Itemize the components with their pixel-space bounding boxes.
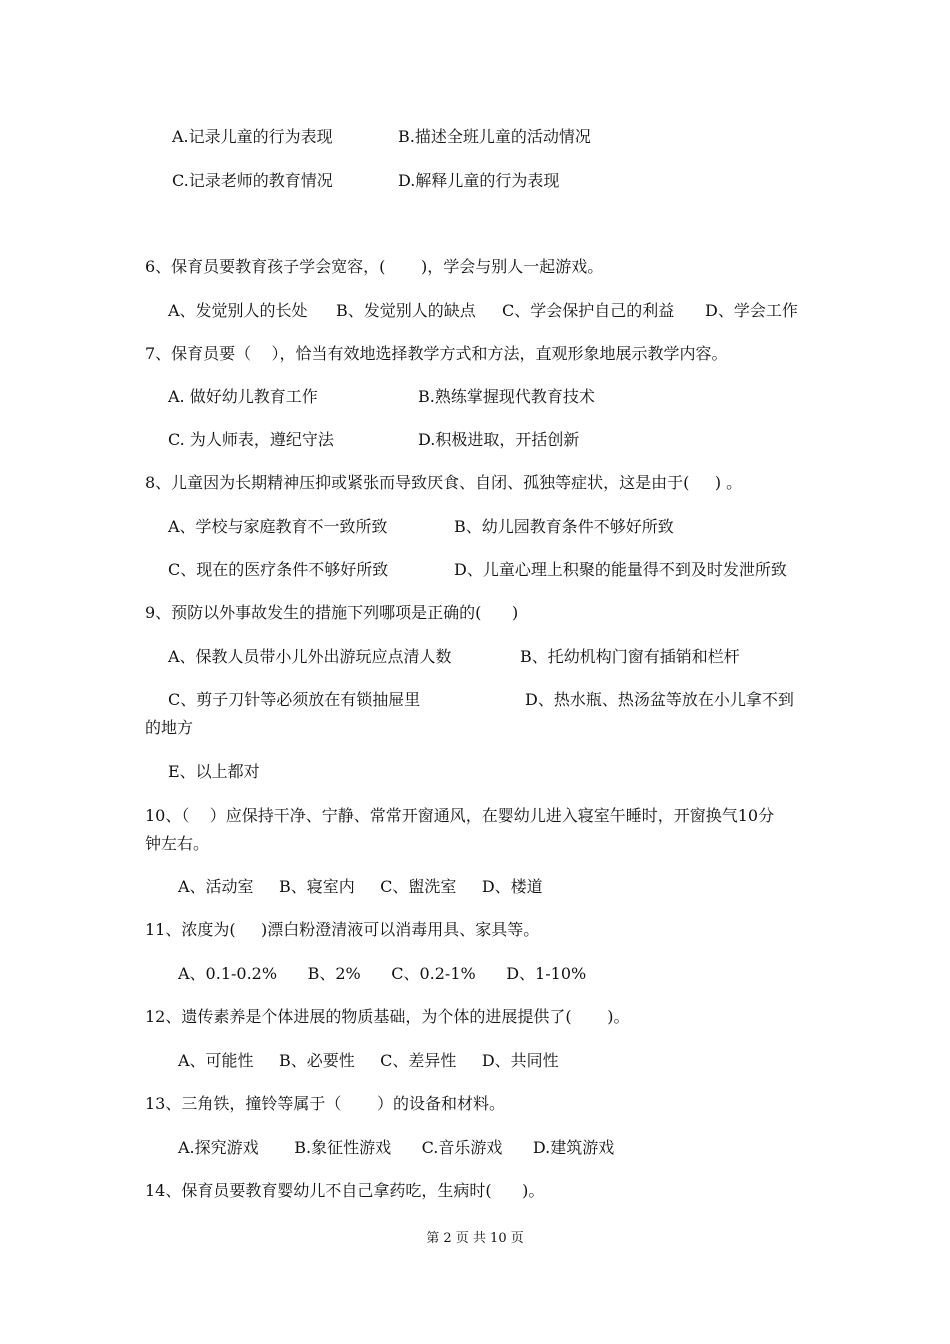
q9-option-e: E、以上都对 (168, 762, 260, 781)
q5-option-d: D.解释儿童的行为表现 (398, 171, 560, 190)
q6-option-b: B、发觉别人的缺点 (336, 301, 476, 320)
q10-stem-continued: 钟左右。 (145, 834, 210, 853)
q7-option-c: C. 为人师表，遵纪守法 (168, 430, 334, 449)
q8-stem: 8、儿童因为长期精神压抑或紧张而导致厌食、自闭、孤独等症状，这是由于( ) 。 (145, 473, 743, 492)
q6-stem: 6、保育员要教育孩子学会宽容，( )，学会与别人一起游戏。 (145, 257, 604, 276)
q8-option-c: C、现在的医疗条件不够好所致 (168, 560, 389, 579)
q7-stem: 7、保育员要（ ），恰当有效地选择教学方式和方法，直观形象地展示教学内容。 (145, 344, 728, 363)
page-number: 第 2 页 共 10 页 (426, 1231, 524, 1246)
q5-option-a: A.记录儿童的行为表现 (172, 127, 333, 146)
q8-option-b: B、幼儿园教育条件不够好所致 (454, 517, 674, 536)
q12-stem: 12、遗传素养是个体进展的物质基础，为个体的进展提供了( )。 (145, 1007, 630, 1026)
q5-option-c: C.记录老师的教育情况 (172, 171, 333, 190)
q11-options: A、0.1-0.2% B、2% C、0.2-1% D、1-10% (178, 964, 587, 983)
q8-option-a: A、学校与家庭教育不一致所致 (168, 517, 388, 536)
q9-option-c: C、剪子刀针等必须放在有锁抽屉里 (168, 690, 421, 709)
q10-stem: 10、（ ）应保持干净、宁静、常常开窗通风，在婴幼儿进入寝室午睡时，开窗换气10分 (145, 806, 775, 825)
q13-options: A.探究游戏 B.象征性游戏 C.音乐游戏 D.建筑游戏 (178, 1138, 615, 1157)
q6-option-a: A、发觉别人的长处 (168, 301, 308, 320)
q9-option-d-continued: 的地方 (145, 718, 194, 737)
q12-options: A、可能性 B、必要性 C、差异性 D、共同性 (178, 1051, 559, 1070)
q9-stem: 9、预防以外事故发生的措施下列哪项是正确的( ) (145, 603, 519, 622)
q7-option-b: B.熟练掌握现代教育技术 (418, 387, 595, 406)
q9-option-d: D、热水瓶、热汤盆等放在小儿拿不到 (525, 690, 794, 709)
q10-options: A、活动室 B、寝室内 C、盥洗室 D、楼道 (178, 877, 543, 896)
q7-option-a: A. 做好幼儿教育工作 (168, 387, 318, 406)
q9-option-a: A、保教人员带小儿外出游玩应点清人数 (168, 647, 452, 666)
q7-option-d: D.积极进取，开括创新 (418, 430, 580, 449)
q6-option-d: D、学会工作 (705, 301, 798, 320)
q9-option-b: B、托幼机构门窗有插销和栏杆 (520, 647, 740, 666)
q14-stem: 14、保育员要教育婴幼儿不自己拿药吃，生病时( )。 (145, 1181, 545, 1200)
q11-stem: 11、浓度为( )漂白粉澄清液可以消毒用具、家具等。 (145, 920, 540, 939)
q6-option-c: C、学会保护自己的利益 (502, 301, 675, 320)
q13-stem: 13、三角铁，撞铃等属于（ ）的设备和材料。 (145, 1094, 505, 1113)
q5-option-b: B.描述全班儿童的活动情况 (398, 127, 591, 146)
q8-option-d: D、儿童心理上积聚的能量得不到及时发泄所致 (454, 560, 787, 579)
